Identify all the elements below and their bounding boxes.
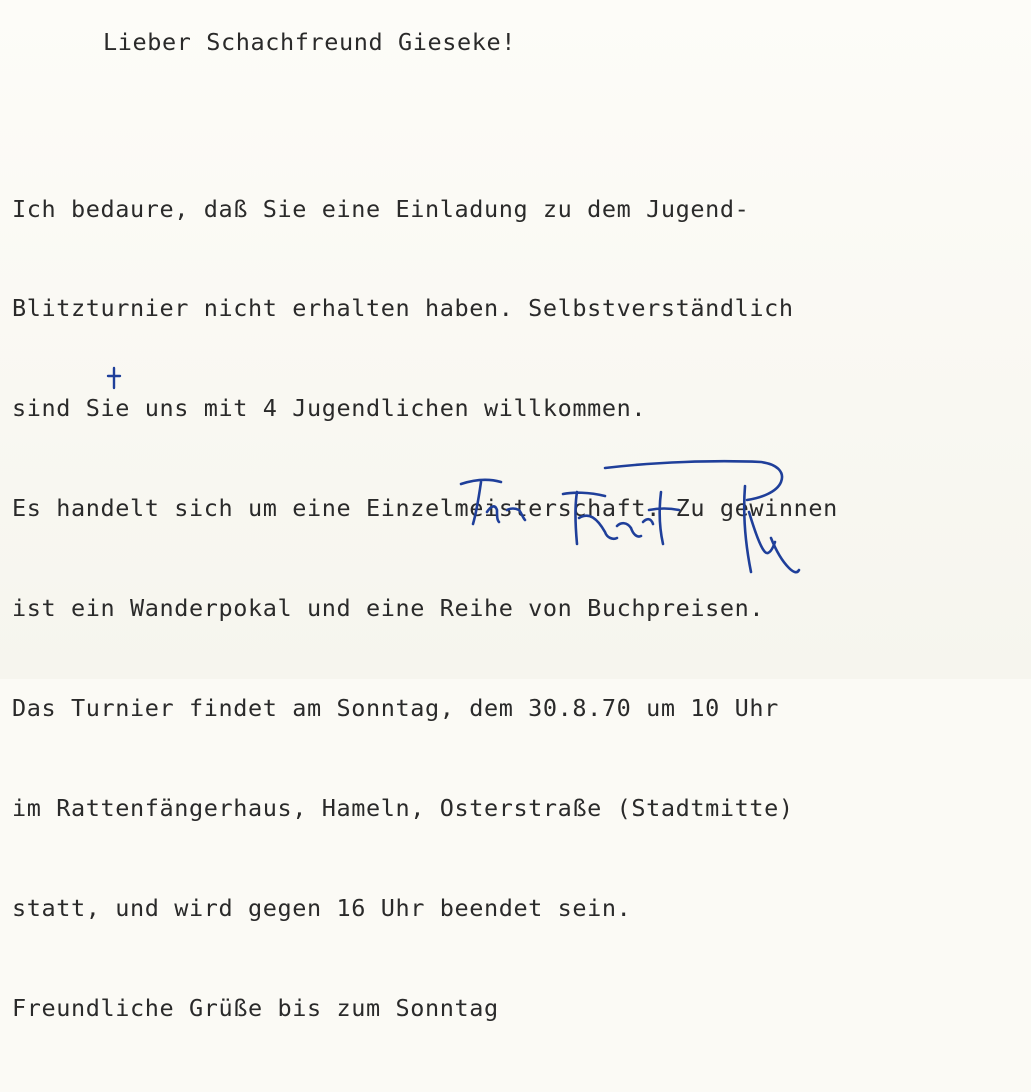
- handwritten-signature: [455, 452, 815, 592]
- body-line: sind Sie uns mit 4 Jugendlichen willkommen.: [12, 394, 647, 423]
- letter-body: [12, 126, 838, 1092]
- body-line: ist ein Wanderpokal und eine Reihe von Buchpreisen.: [12, 594, 765, 623]
- body-line: im Rattenfängerhaus, Hameln, Osterstraße (Stadtmitte): [12, 793, 794, 822]
- body-line: Freundliche Grüße bis zum Sonntag: [12, 993, 499, 1022]
- body-line: statt, und wird gegen 16 Uhr beendet sein.: [12, 893, 632, 922]
- body-line: Es handelt sich um eine Einzelmeisterschaft. Zu gewinnen: [12, 494, 838, 523]
- ink-correction-mark: [106, 366, 122, 394]
- body-line: Ich bedaure, daß Sie eine Einladung zu dem Jugend-: [12, 194, 750, 223]
- salutation: Lieber Schachfreund Gieseke!: [103, 28, 516, 56]
- body-line: Das Turnier findet am Sonntag, dem 30.8.70 um 10 Uhr: [12, 694, 779, 723]
- body-line: Blitzturnier nicht erhalten haben. Selbstverständlich: [12, 294, 794, 323]
